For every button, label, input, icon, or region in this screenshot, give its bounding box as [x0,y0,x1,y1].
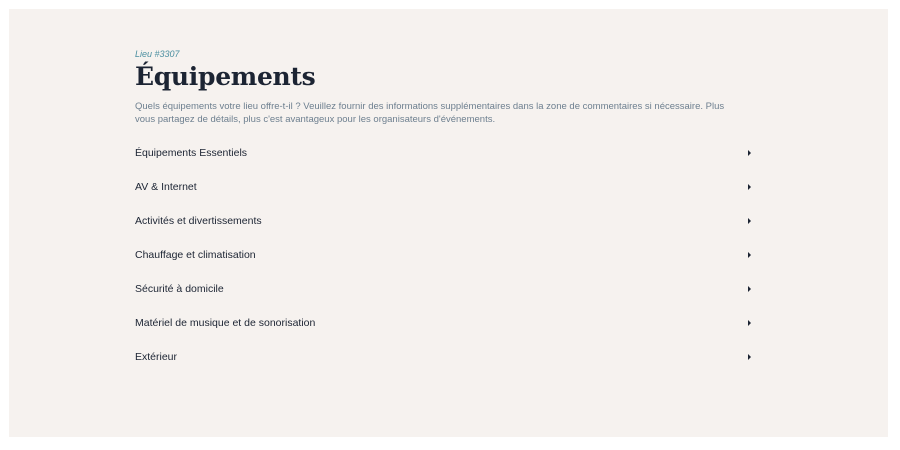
section-label: Sécurité à domicile [135,283,224,295]
caret-right-icon [748,354,751,360]
section-label: Matériel de musique et de sonorisation [135,317,316,329]
section-outdoor[interactable] [135,340,775,374]
section-essentials[interactable] [135,136,775,170]
page-description: Quels équipements votre lieu offre-t-il ? Veuillez fournir des informations supplémentaires dans la zone de commentaires si nécessaire. Plus vous partagez de détails, plus c'est avantageux pour les organisateurs d'événements. [135,101,725,125]
section-heating-cooling[interactable] [135,238,775,272]
caret-right-icon [748,184,751,190]
section-label: Équipements Essentiels [135,147,248,159]
venue-id-label: Lieu #3307 [135,49,180,59]
amenity-section-list [135,136,775,374]
amenities-content [135,49,775,390]
section-label: Chauffage et climatisation [135,249,256,261]
section-activities[interactable] [135,204,775,238]
section-label: Extérieur [135,351,178,363]
caret-right-icon [748,320,751,326]
page-title: Équipements [135,62,316,91]
caret-right-icon [748,252,751,258]
amenities-panel [9,9,888,437]
section-label: AV & Internet [135,181,197,193]
section-music-sound[interactable] [135,306,775,340]
caret-right-icon [748,150,751,156]
section-home-security[interactable] [135,272,775,306]
section-av-internet[interactable] [135,170,775,204]
section-label: Activités et divertissements [135,215,262,227]
caret-right-icon [748,218,751,224]
caret-right-icon [748,286,751,292]
